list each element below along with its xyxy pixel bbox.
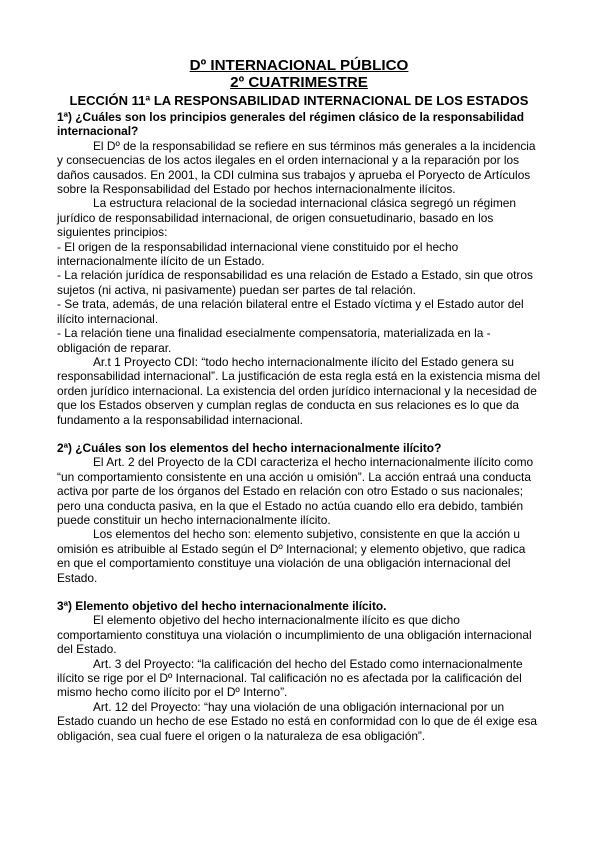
question-1-heading: 1ª) ¿Cuáles son los principios generales del régimen clásico de la responsabilidad internacional? bbox=[57, 110, 524, 139]
document-title: Dº INTERNACIONAL PÚBLICO bbox=[189, 57, 409, 74]
paragraph: Ar.t 1 Proyecto CDI: “todo hecho internacionalmente ilícito del Estado genera su responsabilidad internacional”. La justificación de esta regla está en la existencia misma del orden jurídico internacional. La existencia del orden jurídico internacional y la necesidad de que los Estados observen y cumplan reglas de conducta en sus relaciones es lo que da fundamento a la responsabilidad internacional. bbox=[57, 354, 541, 427]
paragraph: La estructura relacional de la sociedad internacional clásica segregó un régimen jurídico de responsabilidad internacional, de origen consuetudinario, basado en los siguientes principios: bbox=[57, 196, 517, 240]
question-3-heading: 3ª) Elemento objetivo del hecho internacionalmente ilícito. bbox=[57, 599, 387, 613]
document-content bbox=[57, 57, 541, 743]
document-subtitle: 2º CUATRIMESTRE bbox=[230, 74, 368, 91]
bullet-item: - Se trata, además, de una relación bilateral entre el Estado víctima y el Estado autor del ilícito internacional. bbox=[57, 297, 524, 326]
bullet-item: - El origen de la responsabilidad internacional viene constituido por el hecho internacionalmente ilícito de un Estado. bbox=[57, 239, 459, 269]
bullet-item: - La relación tiene una finalidad esecialmente compensatoria, materializada en la -obligación de reparar. bbox=[57, 326, 491, 355]
paragraph: Los elementos del hecho son: elemento subjetivo, consistente en que la acción u omisión es atribuible al Estado según el Dº Internacional; y elemento objetivo, que radica en que el comportamiento constituye una violación de una obligación internacional del Estado. bbox=[57, 527, 526, 585]
section-spacer bbox=[57, 427, 541, 441]
question-2-heading: 2ª) ¿Cuáles son los elementos del hecho internacionalmente ilícito? bbox=[57, 440, 442, 455]
lesson-heading: LECCIÓN 11ª LA RESPONSABILIDAD INTERNACIONAL DE LOS ESTADOS bbox=[69, 93, 529, 108]
paragraph: El elemento objetivo del hecho internacionalmente ilícito es que dicho comportamiento constituya una violación o incumplimiento de una obligación internacional del Estado. bbox=[57, 613, 532, 657]
paragraph: El Dº de la responsabilidad se refiere en sus términos más generales a la incidencia y consecuencias de los actos ilegales en el orden internacional y a la reparación por los daños causados. En 2001, la CDI culmina sus trabajos y aprueba el Poryecto de Artículos sobre la Responsabilidad del Estado por hechos internacionalmente ilícitos. bbox=[57, 138, 536, 197]
section-spacer bbox=[57, 585, 541, 599]
paragraph: Art. 12 del Proyecto: “hay una violación de una obligación internacional por un Estado cuando un hecho de ese Estado no está en conformidad con lo que de él exige esa obligación, sea cual fuere el origen o la naturaleza de esa obligación”. bbox=[57, 699, 537, 743]
bullet-item: - La relación jurídica de responsabilidad es una relación de Estado a Estado, sin que otros sujetos (ni activa, ni pasivamente) puedan ser partes de tal relación. bbox=[57, 268, 533, 297]
paragraph: El Art. 2 del Proyecto de la CDI caracteriza el hecho internacionalmente ilícito como “un comportamiento consistente en una acción u omisión”. La acción entraá una conducta activa por parte de los órganos del Estado en relación con otro Estado o sus nacionales; pero una conducta pasiva, en la que el Estado no actúa cuando ello era debido, también puede constituir un hecho internacionalmente ilícito. bbox=[57, 455, 534, 527]
paragraph: Art. 3 del Proyecto: “la calificación del hecho del Estado como internacionalmente ilícito se rige por el Dº Internacional. Tal calificación no es afectada por la calificación del mismo hecho como ilícito por el Dº Interno”. bbox=[57, 656, 523, 700]
